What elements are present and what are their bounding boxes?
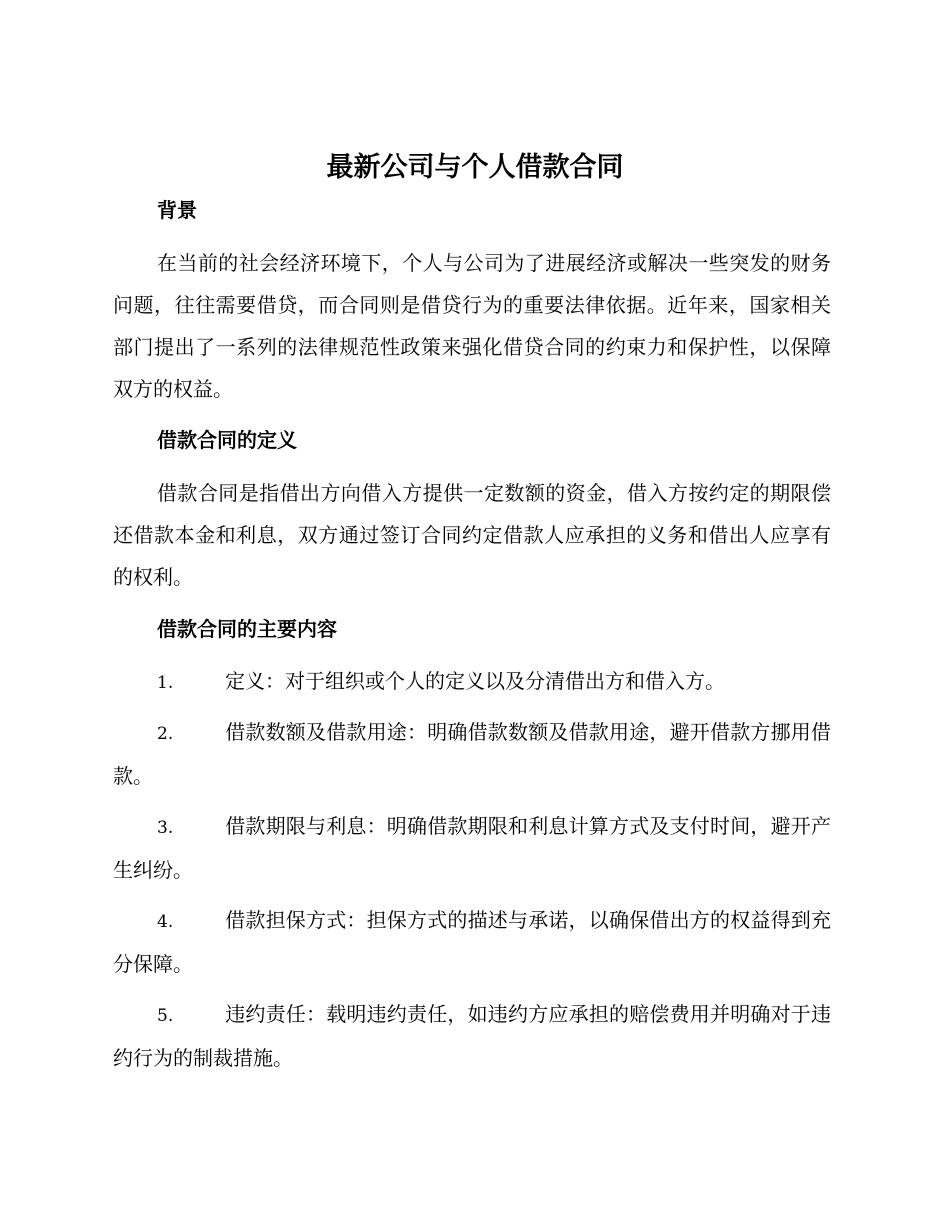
section-paragraph-background: 在当前的社会经济环境下，个人与公司为了进展经济或解决一些突发的财务问题，往往需要借贷，而合同则是借贷行为的重要法律依据。近年来，国家相关部门提出了一系列的法律规范性政策来强化借贷合同的约束力和保护性，以保障双方的权益。 — [113, 251, 831, 401]
section-heading-main-content: 借款合同的主要内容 — [157, 617, 337, 641]
list-item-number: 1. — [157, 673, 174, 693]
section-paragraph-definition: 借款合同是指借出方向借入方提供一定数额的资金，借入方按约定的期限偿还借款本金和利息，双方通过签订合同约定借款人应承担的义务和借出人应享有的权利。 — [113, 481, 831, 589]
list-item-number: 4. — [157, 912, 174, 932]
document-title: 最新公司与个人借款合同 — [326, 152, 624, 183]
list-item — [113, 805, 831, 891]
list-item-text: 借款担保方式：担保方式的描述与承诺，以确保借出方的权益得到充分保障。 — [113, 908, 831, 976]
section-heading-background: 背景 — [157, 198, 197, 222]
list-item-text: 违约责任：载明违约责任，如违约方应承担的赔偿费用并明确对于违约行为的制裁措施。 — [113, 1002, 831, 1070]
list-item-number: 5. — [157, 1006, 174, 1026]
list-item-text: 借款期限与利息：明确借款期限和利息计算方式及支付时间，避开产生纠纷。 — [113, 814, 831, 882]
section-heading-definition: 借款合同的定义 — [157, 428, 297, 452]
list-item-number: 2. — [157, 724, 174, 744]
list-item — [113, 660, 831, 704]
list-item — [113, 899, 831, 985]
list-item — [113, 711, 831, 797]
list-item-text: 借款数额及借款用途：明确借款数额及借款用途，避开借款方挪用借款。 — [113, 720, 831, 788]
list-item-text: 定义：对于组织或个人的定义以及分清借出方和借入方。 — [225, 669, 725, 693]
list-item — [113, 993, 831, 1079]
list-item-number: 3. — [157, 818, 174, 838]
